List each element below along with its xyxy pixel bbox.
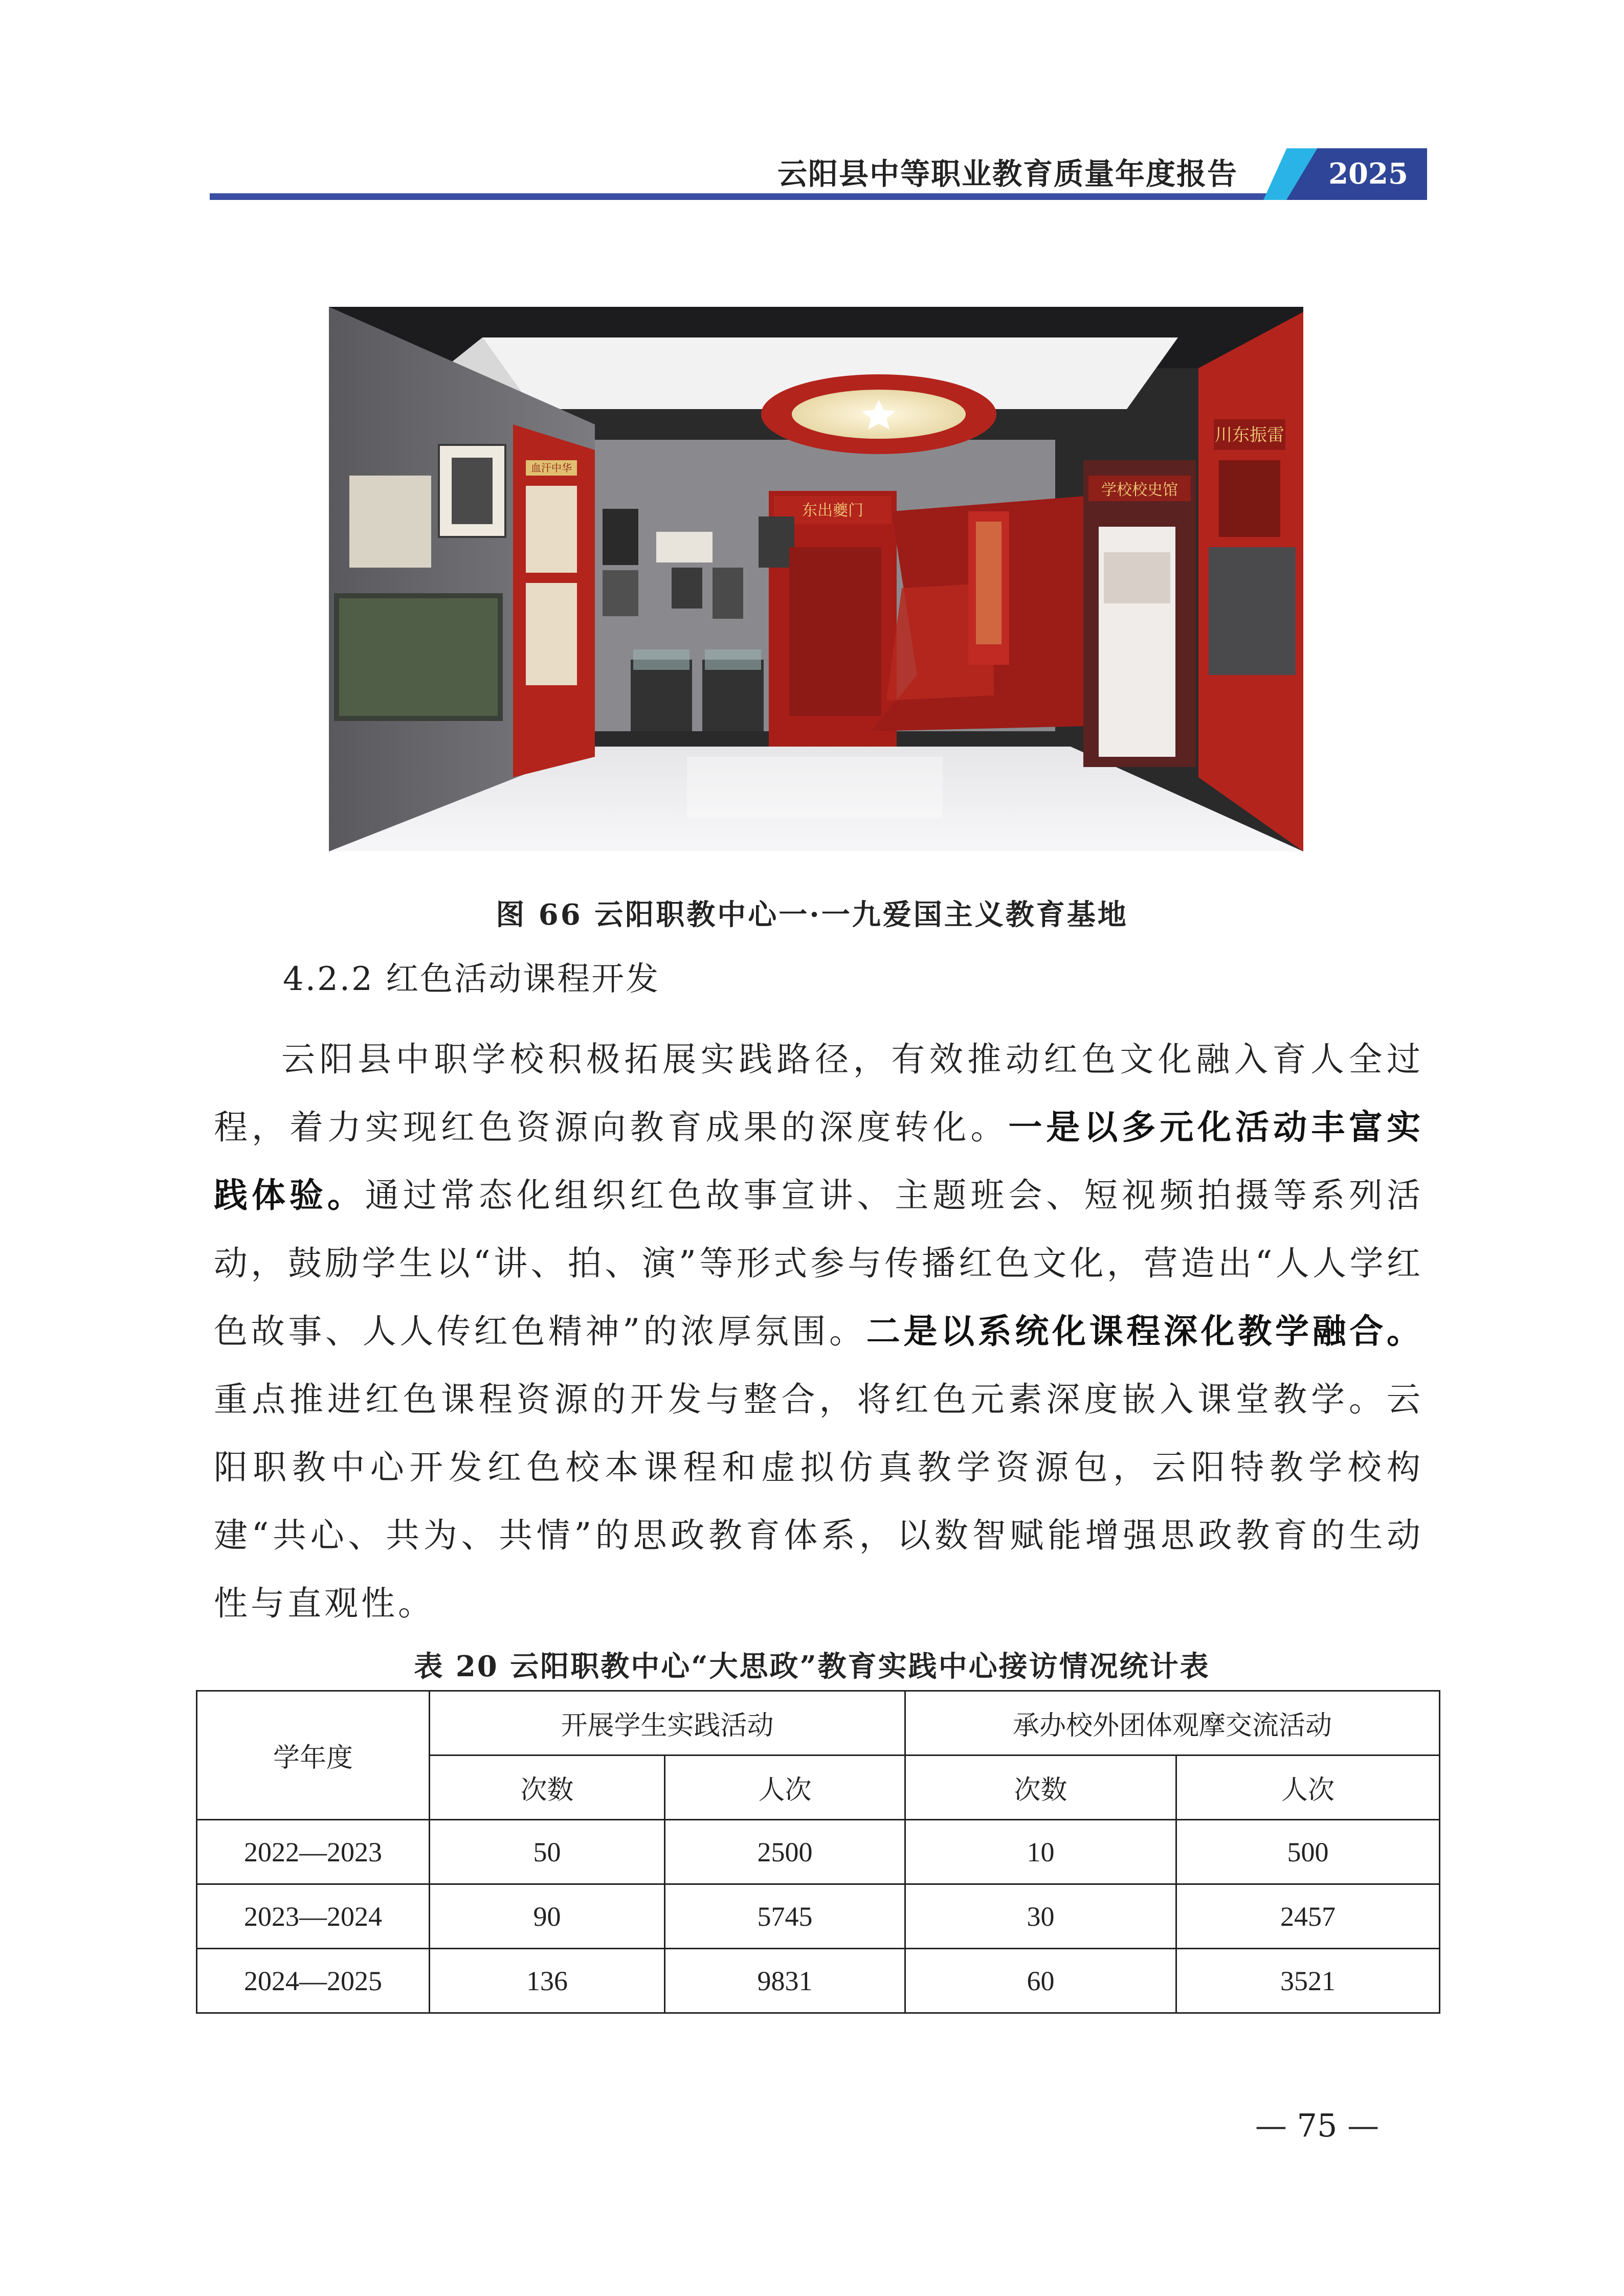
cell-year: 2024—2025 [197, 1949, 430, 2013]
figure-caption: 图 66 云阳职教中心一·一九爱国主义教育基地 [496, 898, 1128, 932]
header-rule [210, 193, 1427, 200]
cell-people-2: 500 [1176, 1820, 1440, 1884]
header-people-1: 人次 [665, 1755, 905, 1820]
section-heading: 4.2.2 红色活动课程开发 [283, 960, 660, 998]
table-row [197, 1820, 1440, 1884]
report-title: 云阳县中等职业教育质量年度报告 [777, 156, 1238, 191]
photo-door-sign: 学校校史馆 [1101, 481, 1178, 499]
header-count-2: 次数 [905, 1755, 1176, 1820]
header-external-groups: 承办校外团体观摩交流活动 [905, 1691, 1440, 1755]
exhibition-hall-photo [329, 307, 1303, 851]
cell-people-2: 2457 [1176, 1884, 1440, 1949]
header-student-activities: 开展学生实践活动 [430, 1691, 905, 1755]
body-paragraph [214, 1025, 1423, 1637]
cell-people-2: 3521 [1176, 1949, 1440, 2013]
visit-statistics-table [196, 1690, 1440, 2014]
paragraph-sentence-1: 云阳县中职学校积极拓展实践路径，有效推动红色文化融入育人全过程，着力实现红色资源向教育成果的深度转化。 [214, 1040, 1423, 1147]
page-number: — 75 — [1255, 2107, 1380, 2144]
table-row [197, 1884, 1440, 1949]
table-row [197, 1949, 1440, 2013]
paragraph-bold-point-2: 二是以系统化课程深化教学融合。 [866, 1311, 1423, 1351]
cell-count-2: 60 [905, 1949, 1176, 2013]
photo-left-panel-label: 血汗中华 [531, 462, 572, 474]
header-people-2: 人次 [1176, 1755, 1440, 1820]
cell-year: 2023—2024 [197, 1884, 430, 1949]
header-count-1: 次数 [430, 1755, 665, 1820]
cell-count-1: 50 [430, 1820, 665, 1884]
cell-people-1: 5745 [665, 1884, 905, 1949]
cell-people-1: 9831 [665, 1949, 905, 2013]
photo-right-panel-label: 川东振雷 [1215, 425, 1284, 445]
paragraph-sentence-2: 通过常态化组织红色故事宣讲、主题班会、短视频拍摄等系列活动，鼓励学生以“讲、拍、演”等形式参与传播红色文化，营造出“人人学红色故事、人人传红色精神”的浓厚氛围。 [214, 1176, 1424, 1351]
cell-count-2: 10 [905, 1820, 1176, 1884]
cell-year: 2022—2023 [197, 1820, 430, 1884]
paragraph-sentence-3: 重点推进红色课程资源的开发与整合，将红色元素深度嵌入课堂教学。云阳职教中心开发红色校本课程和虚拟仿真教学资源包，云阳特教学校构建“共心、共为、共情”的思政教育体系，以数智赋能增强思政教育的生动性与直观性。 [214, 1380, 1423, 1623]
paragraph-bold-point-1: 一是以多元化活动丰富实践体验。 [214, 1107, 1424, 1215]
header-academic-year: 学年度 [197, 1691, 430, 1820]
cell-people-1: 2500 [665, 1820, 905, 1884]
cell-count-1: 90 [430, 1884, 665, 1949]
table-caption: 表 20 云阳职教中心“大思政”教育实践中心接访情况统计表 [414, 1650, 1210, 1683]
photo-panel-label: 东出夔门 [802, 502, 863, 520]
cell-count-2: 30 [905, 1884, 1176, 1949]
cell-count-1: 136 [430, 1949, 665, 2013]
report-year: 2025 [1328, 157, 1408, 191]
